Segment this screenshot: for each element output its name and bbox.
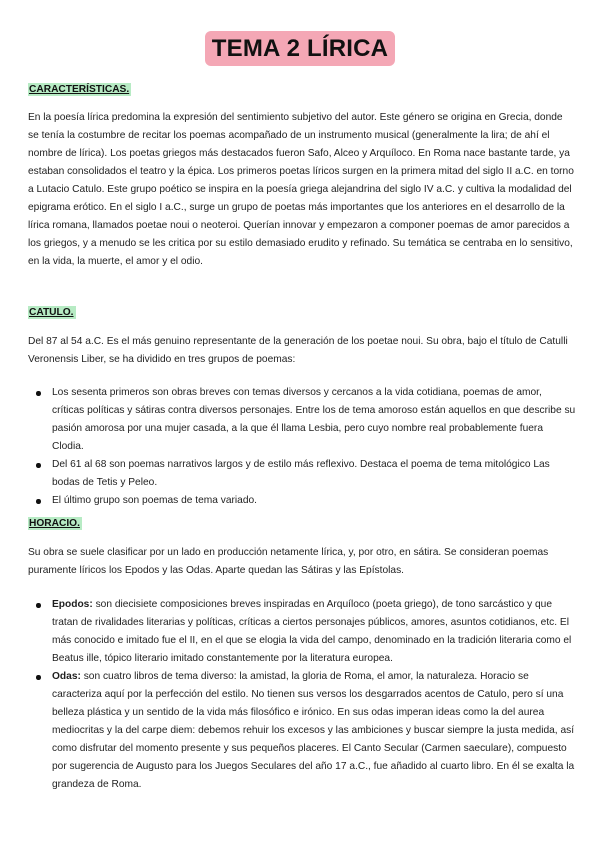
paragraph-horacio: Su obra se suele clasificar por un lado en producción netamente lírica, y, por otro, en sátira. Se consideran poemas puramente líricos los Epodos y las Odas. Aparte quedan las Sátiras y las Epístolas. (28, 547, 549, 576)
heading-catulo: CATULO. (29, 307, 74, 318)
list-item-epodos (28, 596, 576, 668)
text-odas: son cuatro libros de tema diverso: la amistad, la gloria de Roma, el amor, la naturaleza. Horacio se caracteriza aquí por la perfección del estilo. No tienen sus versos los desgarrados acentos de Catulo, pero sí una belleza plástica y un sentido de la vida más filosófico e irónico. En sus odas imperan ideas como la del aurea mediocritas y la del carpe diem: debemos rehuir los excesos y las ambiciones y buscar siempre la justa medida, así como disfrutar del momento presente y sus pequeños placeres. El Canto Secular (Carmen saeculare), compuesto por sugerencia de Augusto para los Juegos Seculares del año 17 a.C., fue añadido al cuarto libro. En él se exalta la grandeza de Roma. (52, 671, 575, 790)
list-item: El último grupo son poemas de tema variado. (28, 492, 576, 510)
paragraph-caracteristicas: En la poesía lírica predomina la expresión del sentimiento subjetivo del autor. Este género se origina en Grecia, donde se tenía la costumbre de recitar los poemas acompañado de un instrumento musical (generalmente la lira; de ahí el nombre de lírica). Los poetas griegos más destacados fueron Safo, Alceo y Arquíloco. En Roma nace bastante tarde, ya estaban consolidados el teatro y la épica. Los primeros poetas líricos surgen en la primera mitad del siglo II a.C. en torno a Lutacio Catulo. Este grupo poético se inspira en la poesía griega alejandrina del siglo IV a.C. y cultiva la modalidad del epigrama erótico. En el siglo I a.C., surge un grupo de poetas más importantes que los anteriores en el desarrollo de la lírica romana, llamados poetae noui o neoteroi. Querían innovar y empezaron a componer poemas de amor parecidos a los griegos, y a menudo se les critica por su estilo demasiado erudito y refinado. Su temática se centraba en lo sensitivo, en la vida, la muerte, el amor y el odio. (28, 112, 574, 267)
text-epodos: son diecisiete composiciones breves inspiradas en Arquíloco (poeta griego), de tono sarcástico y que tratan de rivalidades literarias y políticas, críticas a ciertos personajes públicos, amores, asuntos cotidianos, etc. El más conocido e imitado fue el II, en el que se elogia la vida del campo, denominado en la tradición literaria como el Beatus ille, tópico literario imitado constantemente por la literatura europea. (52, 599, 572, 664)
list-item: Del 61 al 68 son poemas narrativos largos y de estilo más reflexivo. Destaca el poema de tema mitológico Las bodas de Tetis y Peleo. (28, 456, 576, 492)
list-catulo (28, 384, 576, 510)
list-item-odas (28, 668, 576, 794)
title-container (0, 31, 600, 66)
heading-caracteristicas: CARACTERÍSTICAS. (29, 84, 130, 95)
page-title: TEMA 2 LÍRICA (205, 31, 395, 66)
list-item: Los sesenta primeros son obras breves con temas diversos y cercanos a la vida cotidiana, poemas de amor, críticas políticas y sátiras contra diversos personajes. Entre los de tema amoroso están aquellos en que describe su pasión amorosa por una mujer casada, a la que él llama Lesbia, pero cuyo nombre real probablemente fuera Clodia. (28, 384, 576, 456)
heading-horacio: HORACIO. (29, 518, 80, 529)
paragraph-catulo: Del 87 al 54 a.C. Es el más genuino representante de la generación de los poetae noui. Su obra, bajo el título de Catulli Veronensis Liber, se ha dividido en tres grupos de poemas: (28, 336, 568, 365)
list-horacio (28, 596, 576, 794)
term-epodos: Epodos: (52, 599, 93, 610)
term-odas: Odas: (52, 671, 81, 682)
